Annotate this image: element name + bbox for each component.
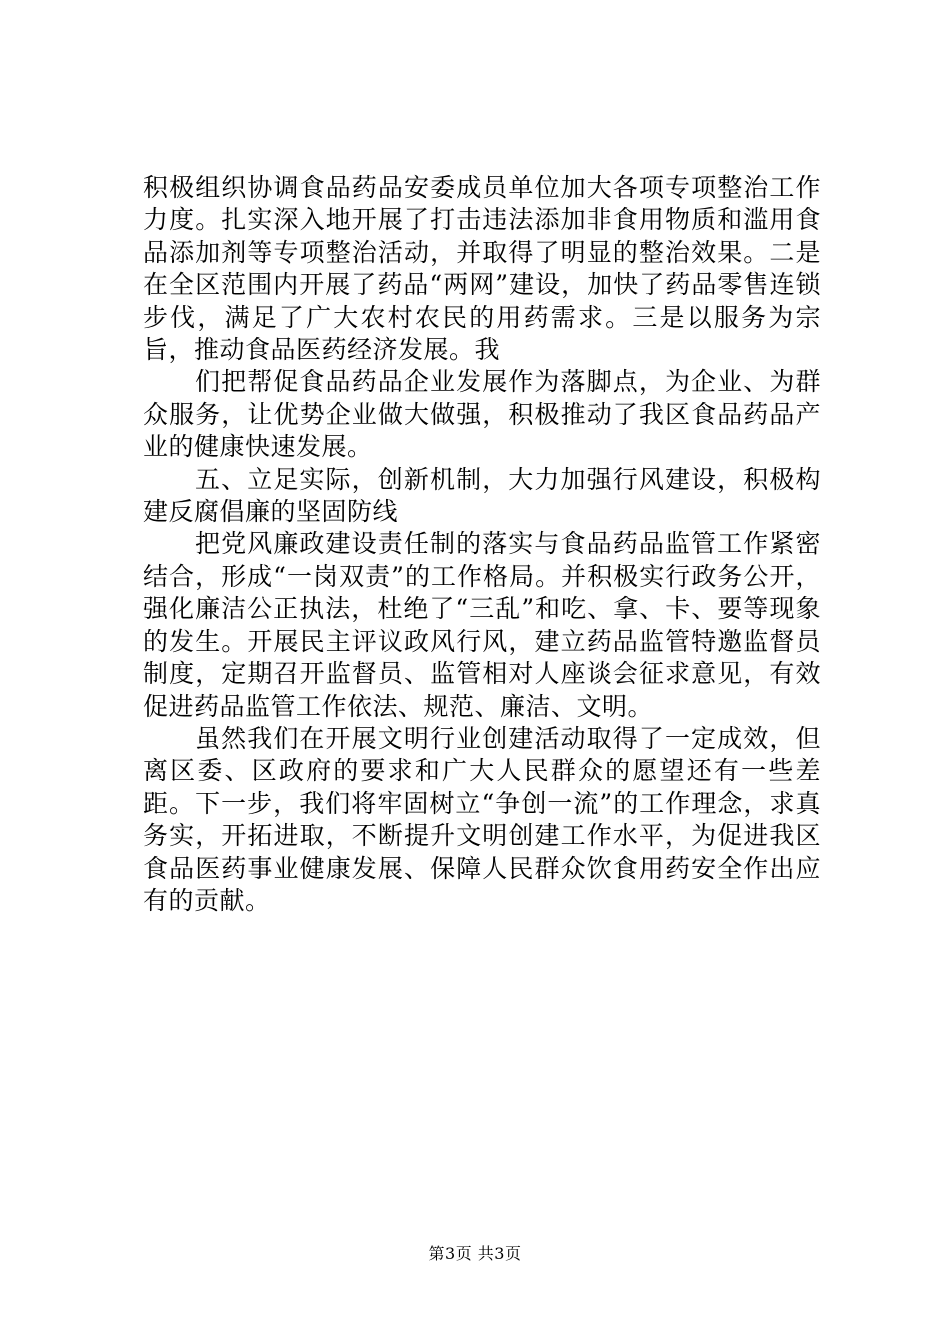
page-footer — [0, 1244, 950, 1264]
document-body — [143, 172, 821, 917]
page-number: 第3页 共3页 — [428, 1244, 522, 1263]
paragraph-enterprise-support: 们把帮促食品药品企业发展作为落脚点，为企业、为群众服务，让优势企业做大做强，积极推动了我区食品药品产业的健康快速发展。 — [143, 367, 821, 462]
paragraph-continued: 积极组织协调食品药品安委成员单位加大各项专项整治工作力度。扎实深入地开展了打击违法添加非食用物质和滥用食品添加剂等专项整治活动，并取得了明显的整治效果。二是在全区范围内开展了药品“两网”建设，加快了药品零售连锁步伐，满足了广大农村农民的用药需求。三是以服务为宗旨，推动食品医药经济发展。我 — [143, 173, 821, 365]
section-heading-five: 五、立足实际，创新机制，大力加强行风建设，积极构建反腐倡廉的坚固防线 — [143, 464, 821, 527]
paragraph-integrity: 把党风廉政建设责任制的落实与食品药品监管工作紧密结合，形成“一岗双责”的工作格局。并积极实行政务公开，强化廉洁公正执法，杜绝了“三乱”和吃、拿、卡、要等现象的发生。开展民主评议政风行风，建立药品监管特邀监督员制度，定期召开监督员、监管相对人座谈会征求意见，有效促进药品监管工作依法、规范、廉洁、文明。 — [143, 529, 821, 721]
paragraph-conclusion: 虽然我们在开展文明行业创建活动取得了一定成效，但离区委、区政府的要求和广大人民群众的愿望还有一些差距。下一步，我们将牢固树立“争创一流”的工作理念，求真务实，开拓进取，不断提升文明创建工作水平，为促进我区食品医药事业健康发展、保障人民群众饮食用药安全作出应有的贡献。 — [143, 723, 821, 915]
